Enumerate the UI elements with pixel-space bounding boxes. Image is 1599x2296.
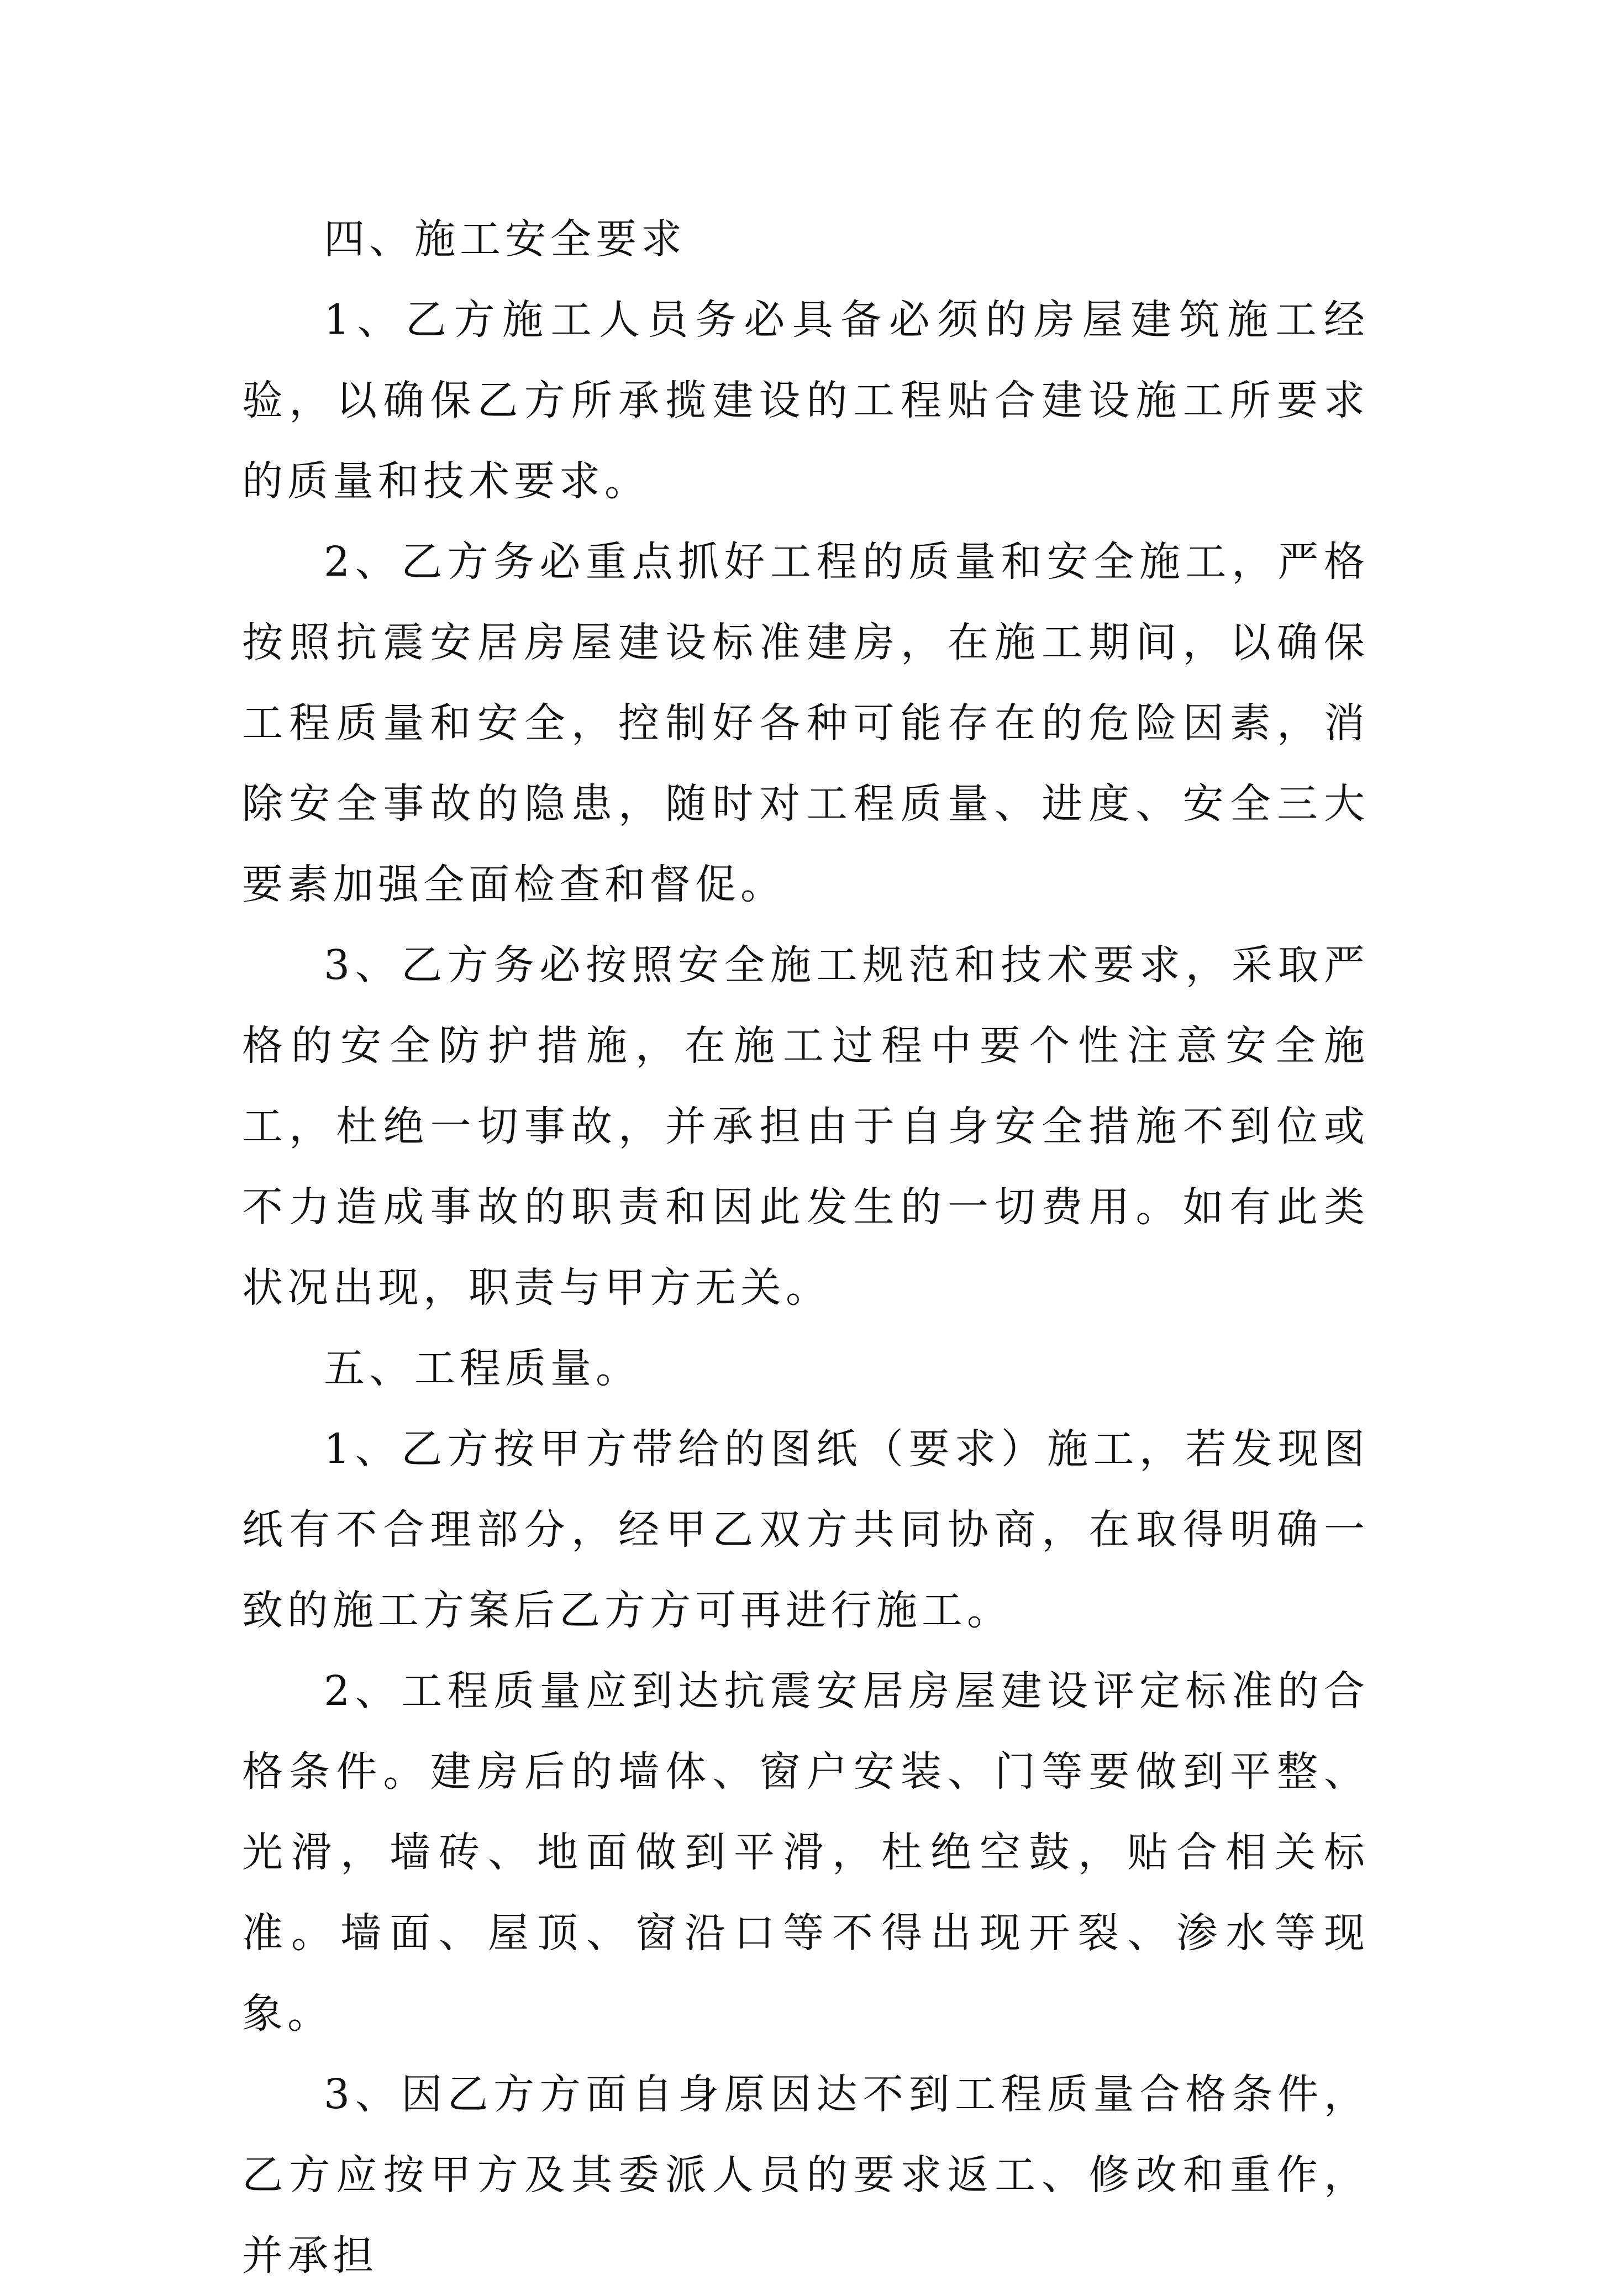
quality-clause-2: 2、工程质量应到达抗震安居房屋建设评定标准的合格条件。建房后的墙体、窗户安装、门等要做到平整、光滑，墙砖、地面做到平滑，杜绝空鼓，贴合相关标准。墙面、屋顶、窗沿口等不得出现开裂、渗水等现象。 xyxy=(242,1667,1369,2037)
safety-clause-2: 2、乙方务必重点抓好工程的质量和安全施工，严格按照抗震安居房屋建设标准建房，在施工期间，以确保工程质量和安全，控制好各种可能存在的危险因素，消除安全事故的隐患，随时对工程质量、进度、安全三大要素加强全面检查和督促。 xyxy=(242,538,1369,908)
quality-clause-1: 1、乙方按甲方带给的图纸（要求）施工，若发现图纸有不合理部分，经甲乙双方共同协商，在取得明确一致的施工方案后乙方方可再进行施工。 xyxy=(242,1425,1369,1634)
quality-clause-3: 3、因乙方方面自身原因达不到工程质量合格条件，乙方应按甲方及其委派人员的要求返工、修改和重作，并承担 xyxy=(242,2071,1369,2279)
section-heading-quality: 五、工程质量。 xyxy=(324,1345,641,1392)
document-body xyxy=(242,199,1369,2296)
safety-clause-1: 1、乙方施工人员务必具备必须的房屋建筑施工经验，以确保乙方所承揽建设的工程贴合建设施工所要求的质量和技术要求。 xyxy=(242,296,1369,505)
safety-clause-3: 3、乙方务必按照安全施工规范和技术要求，采取严格的安全防护措施，在施工过程中要个性注意安全施工，杜绝一切事故，并承担由于自身安全措施不到位或不力造成事故的职责和因此发生的一切费用。如有此类状况出现，职责与甲方无关。 xyxy=(242,941,1369,1312)
section-heading-safety: 四、施工安全要求 xyxy=(324,215,686,263)
